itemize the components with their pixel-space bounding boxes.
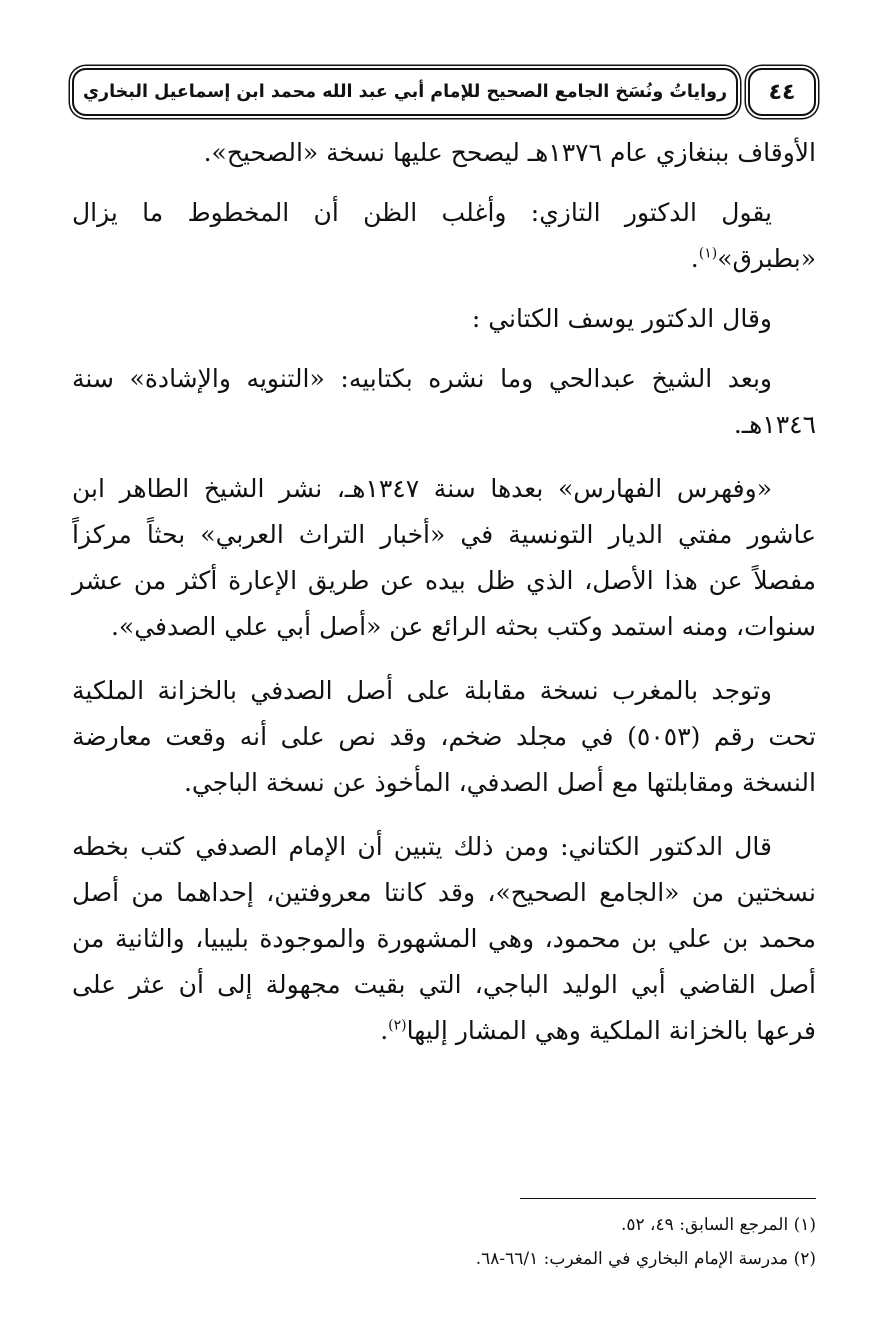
main-text (72, 130, 816, 1054)
footnote-2: (٢) مدرسة الإمام البخاري في المغرب: ٦٦/١-٦٨. (475, 1249, 816, 1269)
running-header (72, 68, 816, 120)
footnote-ref-2[interactable]: (٢) (388, 1017, 407, 1034)
page-number-box (748, 68, 816, 116)
footnote-1: (١) المرجع السابق: ٤٩، ٥٢. (620, 1215, 816, 1235)
paragraph-6: وتوجد بالمغرب نسخة مقابلة على أصل الصدفي بالخزانة الملكية تحت رقم (٥٠٥٣) في مجلد ضخم، وقد نص على أنه وقعت معارضة النسخة ومقابلتها مع أصل الصدفي، المأخوذ عن نسخة الباجي. (72, 676, 816, 797)
paragraph-2 (72, 190, 816, 282)
paragraph-7-end: . (380, 1016, 389, 1045)
paragraph-7-text: قال الدكتور الكتاني: ومن ذلك يتبين أن الإمام الصدفي كتب بخطه نسختين من «الجامع الصحيح»، وقد كانتا معروفتين، إحداهما من أصل محمد بن علي بن محمود، وهي المشهورة والموجودة بليبيا، والثانية من أصل القاضي أبي الوليد الباجي، التي بقيت مجهولة إلى أن عثر على فرعها بالخزانة الملكية وهي المشار إليها (72, 832, 816, 1045)
paragraph-3: وقال الدكتور يوسف الكتاني : (471, 304, 772, 333)
running-title-box (72, 68, 738, 116)
paragraph-4: وبعد الشيخ عبدالحي وما نشره بكتابيه: «التنويه والإشادة» سنة ١٣٤٦هـ. (72, 364, 816, 439)
footnotes (72, 1208, 816, 1276)
paragraph-7 (72, 824, 816, 1054)
paragraph-2-end: . (690, 244, 699, 273)
paragraph-5: «وفهرس الفهارس» بعدها سنة ١٣٤٧هـ، نشر الشيخ الطاهر ابن عاشور مفتي الديار التونسية في «أخبار التراث العربي» بحثاً مركزاً مفصلاً عن هذا الأصل، الذي ظل بيده عن طريق الإعارة أكثر من عشر سنوات، ومنه استمد وكتب بحثه الرائع عن «أصل أبي علي الصدفي». (72, 474, 816, 641)
footnote-ref-1[interactable]: (١) (698, 245, 718, 262)
paragraph-2-text: يقول الدكتور التازي: وأغلب الظن أن المخطوط ما يزال «بطبرق» (72, 198, 816, 273)
footnote-divider (520, 1198, 816, 1199)
page-number: ٤٤ (768, 79, 796, 105)
paragraph-1: الأوقاف ببنغازي عام ١٣٧٦هـ ليصحح عليها نسخة «الصحيح». (203, 138, 816, 167)
running-title: رواياتُ ونُسَخ الجامع الصحيح للإمام أبي عبد الله محمد ابن إسماعيل البخاري (82, 82, 728, 102)
